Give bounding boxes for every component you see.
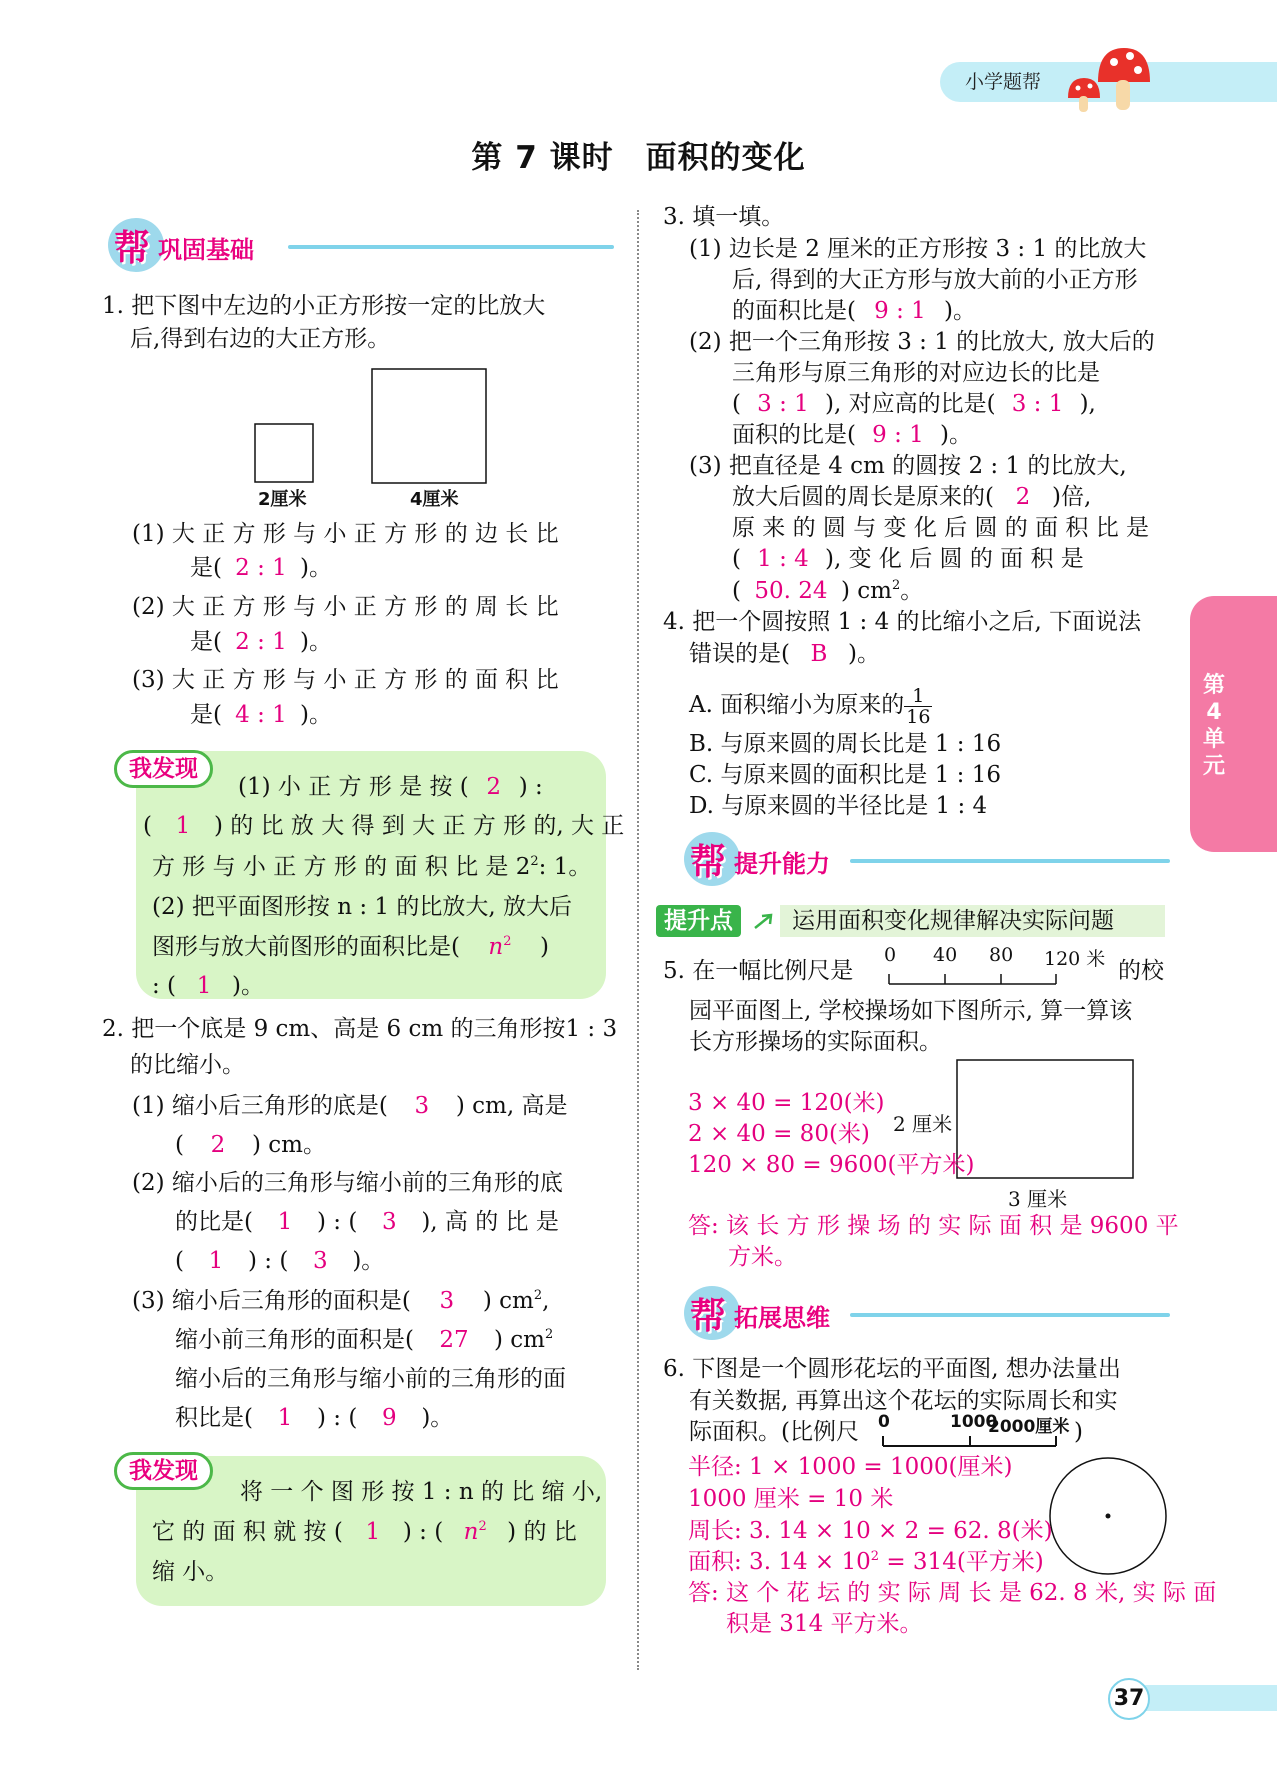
q2-part3-2: 缩小前三角形的面积是( 27 ) $cm^2$ [175, 1327, 554, 1353]
q4-stem: 4. 把一个圆按照 1 : 4 的比缩小之后, 下面说法 [663, 609, 1142, 635]
answer: 9 : 1 [872, 422, 924, 448]
answer: 1 [365, 1519, 381, 1545]
q2-part2-2: 的比是( 1 ) : ( 3 ), 高 的 比 是 [175, 1209, 559, 1235]
q5-field-rect [955, 1058, 1137, 1182]
page-number-band [1130, 1685, 1277, 1711]
q2-part3-4: 积比是( 1 ) : ( 9 )。 [175, 1405, 454, 1431]
q5-stem: 5. 在一幅比例尺是 [663, 958, 854, 984]
q5-bottom-label: 3 厘米 [1008, 1187, 1068, 1211]
q2-stem-2: 的比缩小。 [130, 1052, 245, 1078]
answer: B [810, 641, 828, 667]
q2-part2: (2) 缩小后的三角形与缩小前的三角形的底 [132, 1170, 563, 1196]
answer: 3 : 1 [757, 391, 809, 417]
section-badge: 帮 [684, 1286, 740, 1340]
answer: 50. 24 [754, 578, 828, 604]
answer: 1 [208, 1248, 224, 1274]
q3-part2: (2) 把一个三角形按 3 : 1 的比放大, 放大后的 [689, 329, 1155, 355]
q2-part2-3: ( 1 ) : ( 3 )。 [175, 1248, 385, 1274]
scale-tick: 80 [989, 944, 1014, 966]
q6-calc-1: 半径: 1 × 1000 = 1000(厘米) [688, 1454, 1013, 1480]
section-rule [850, 1313, 1170, 1317]
scale-tick: 1000 [950, 1412, 998, 1432]
q6-scale-bar [876, 1414, 1076, 1450]
disc1-line5: 图形与放大前图形的面积比是( $n^2$ ) [152, 934, 549, 960]
scale-bar-ruler [888, 970, 1058, 986]
scale-tick: 0 [878, 1412, 890, 1432]
q4-option-c: C. 与原来圆的面积比是 1 : 16 [689, 762, 1001, 788]
scale-tick: 0 [884, 944, 897, 966]
answer: 3 [439, 1288, 455, 1314]
q6-answer-2: 积是 314 平方米。 [726, 1611, 923, 1637]
discovery-tag: 我发现 [114, 750, 213, 788]
q3-part3-3: 原 来 的 圆 与 变 化 后 圆 的 面 积 比 是 [732, 515, 1150, 541]
disc1-line4: (2) 把平面图形按 n : 1 的比放大, 放大后 [152, 894, 572, 920]
q2-part3-3: 缩小后的三角形与缩小前的三角形的面 [175, 1366, 566, 1392]
answer: 4 : 1 [235, 702, 287, 728]
section-badge: 帮 [684, 832, 740, 886]
mushroom-icon [1062, 42, 1152, 114]
section-rule [288, 245, 614, 249]
q5-side-label: 2 厘米 [893, 1112, 953, 1136]
answer: 3 [381, 1209, 397, 1235]
section-basic [108, 218, 614, 272]
answer: 1 [175, 813, 191, 839]
disc2-line1: 将 一 个 图 形 按 1 : n 的 比 缩 小, [240, 1479, 603, 1505]
q3-part2-4: 面积的比是( 9 : 1 )。 [732, 422, 972, 448]
q1-part3-answer-line: 是( 4 : 1 )。 [190, 702, 332, 728]
q5-answer-2: 方米。 [728, 1244, 797, 1270]
q6-stem-2: 有关数据, 再算出这个花坛的实际周长和实 [689, 1388, 1118, 1414]
answer: 9 [381, 1405, 397, 1431]
q2-part1: (1) 缩小后三角形的底是( 3 ) cm, 高是 [132, 1093, 568, 1119]
answer: 2 [486, 774, 502, 800]
q5-stem-2: 园平面图上, 学校操场如下图所示, 算一算该 [689, 998, 1133, 1024]
disc1-line3: 方 形 与 小 正 方 形 的 面 积 比 是 $2^2$: 1。 [152, 854, 592, 880]
q3-part2-2: 三角形与原三角形的对应边长的比是 [732, 360, 1100, 386]
q5-calc-3: 120 × 80 = 9600(平方米) [688, 1152, 975, 1178]
q3-part3-4: ( 1 : 4 ), 变 化 后 圆 的 面 积 是 [732, 546, 1084, 572]
q3-part3-2: 放大后圆的周长是原来的( 2 )倍, [732, 484, 1092, 510]
disc1-line1: (1) 小 正 方 形 是 按 ( 2 ) : [238, 774, 543, 800]
answer: 2 [1015, 484, 1031, 510]
q3-stem: 3. 填一填。 [663, 204, 785, 230]
section-improve [684, 832, 1170, 886]
q1-stem: 1. 把下图中左边的小正方形按一定的比放大 [102, 293, 546, 319]
big-square-label: 4厘米 [410, 489, 459, 510]
q4-option-d: D. 与原来圆的半径比是 1 : 4 [689, 793, 988, 819]
q5-answer: 答: 该 长 方 形 操 场 的 实 际 面 积 是 9600 平 [688, 1213, 1179, 1239]
section-badge: 帮 [108, 218, 164, 272]
disc2-line3: 缩 小。 [152, 1559, 229, 1585]
answer: 9 : 1 [874, 298, 926, 324]
q6-stem: 6. 下图是一个圆形花坛的平面图, 想办法量出 [663, 1356, 1121, 1382]
answer: 3 [414, 1093, 430, 1119]
point-tag: 提升点 [656, 905, 741, 937]
q4-option-a: A. 面积缩小为原来的 $\frac{1}{16}$ [689, 684, 931, 728]
q3-part1-2: 后, 得到的大正方形与放大前的小正方形 [732, 267, 1138, 293]
disc1-line6: : ( 1 )。 [152, 973, 265, 999]
answer: 2 [210, 1132, 226, 1158]
q5-stem-end: 的校 [1118, 958, 1164, 984]
small-square [255, 424, 313, 482]
q1-part3: (3) 大 正 方 形 与 小 正 方 形 的 面 积 比 [132, 667, 559, 693]
answer: 3 : 1 [1011, 391, 1064, 417]
page-number: 37 [1108, 1678, 1150, 1720]
q2-part3: (3) 缩小后三角形的面积是( 3 ) $cm^2$, [132, 1288, 550, 1314]
answer: 2 : 1 [235, 629, 287, 655]
q5-calc-1: 3 × 40 = 120(米) [688, 1090, 885, 1116]
page-title: 第 7 课时 面积的变化 [471, 140, 806, 176]
disc1-line2: ( 1 ) 的 比 放 大 得 到 大 正 方 形 的, 大 正 [143, 813, 625, 839]
q3-part1-3: 的面积比是( 9 : 1 )。 [732, 298, 976, 324]
discovery-tag: 我发现 [114, 1452, 213, 1490]
q6-circle-figure [1046, 1454, 1170, 1578]
point-text: 运用面积变化规律解决实际问题 [792, 908, 1114, 934]
big-square [372, 369, 486, 483]
answer: 2 : 1 [235, 555, 287, 581]
column-divider [637, 210, 639, 1670]
q1-part2-answer-line: 是( 2 : 1 )。 [190, 629, 332, 655]
section-label: 提升能力 [734, 850, 830, 878]
q4-stem-2: 错误的是( B )。 [689, 641, 880, 667]
q1-stem-2: 后,得到右边的大正方形。 [130, 326, 391, 352]
unit-tab-label: 第4单元 [1202, 673, 1225, 779]
q3-part1: (1) 边长是 2 厘米的正方形按 3 : 1 的比放大 [689, 236, 1147, 262]
brand-label: 小学题帮 [965, 71, 1042, 93]
section-label: 拓展思维 [734, 1304, 830, 1332]
q5-stem-3: 长方形操场的实际面积。 [689, 1029, 942, 1055]
scale-tick: 40 [933, 944, 958, 966]
q6-stem-end: ) [1074, 1419, 1083, 1445]
answer: 1 [277, 1405, 293, 1431]
section-extend [684, 1286, 1170, 1340]
q4-option-b: B. 与原来圆的周长比是 1 : 16 [689, 731, 1002, 757]
q1-part2: (2) 大 正 方 形 与 小 正 方 形 的 周 长 比 [132, 594, 559, 620]
q2-stem: 2. 把一个底是 9 cm、高是 6 cm 的三角形按1 : 3 [102, 1016, 618, 1042]
q6-calc-2: 1000 厘米 = 10 米 [688, 1486, 894, 1512]
q6-calc-3: 周长: 3. 14 × 10 × 2 = 62. 8(米) [688, 1518, 1053, 1544]
q3-part2-3: ( 3 : 1 ), 对应高的比是( 3 : 1 ), [732, 391, 1096, 417]
section-rule [850, 859, 1170, 863]
q5-scale-bar [880, 944, 1112, 988]
scale-tick: 120 米 [1044, 948, 1106, 970]
q3-part3: (3) 把直径是 4 cm 的圆按 2 : 1 的比放大, [689, 453, 1127, 479]
arrow-icon [752, 910, 782, 932]
q1-part1: (1) 大 正 方 形 与 小 正 方 形 的 边 长 比 [132, 521, 559, 547]
q1-part1-answer-line: 是( 2 : 1 )。 [190, 555, 332, 581]
scale-tick: 2000厘米 [988, 1417, 1070, 1437]
section-label: 巩固基础 [158, 236, 254, 264]
small-square-label: 2厘米 [258, 489, 307, 510]
q6-stem-3: 际面积。(比例尺 [689, 1419, 859, 1445]
q5-calc-2: 2 × 40 = 80(米) [688, 1121, 870, 1147]
disc2-line2: 它 的 面 积 就 按 ( 1 ) : ( $n^2$ ) 的 比 [152, 1519, 577, 1545]
answer: 27 [439, 1327, 469, 1353]
q2-part1-2: ( 2 ) cm。 [175, 1132, 326, 1158]
answer: 1 [196, 973, 212, 999]
q6-calc-4: 面积: 3. $14 \times 10^2 = 314$(平方米) [688, 1549, 1044, 1575]
q3-part3-5: ( 50. 24 ) $cm^2$。 [732, 578, 924, 604]
answer: 1 : 4 [757, 546, 809, 572]
answer: 1 [277, 1209, 293, 1235]
q6-answer: 答: 这 个 花 坛 的 实 际 周 长 是 62. 8 米, 实 际 面 [688, 1580, 1217, 1606]
answer: 3 [312, 1248, 328, 1274]
